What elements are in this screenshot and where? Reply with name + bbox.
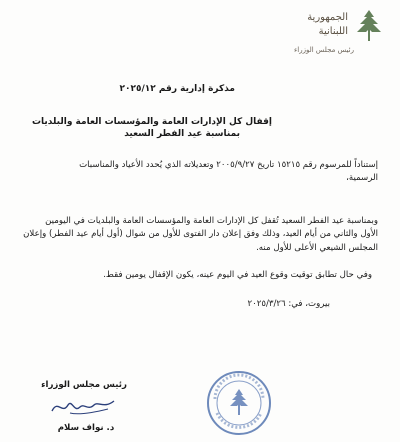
signatory-name: د. نواف سلام: [57, 423, 115, 433]
memo-title: مذكرة إدارية رقم ٢٠٢٥/١٢: [119, 84, 235, 94]
emblem-subtitle: رئيس مجلس الوزراء: [293, 46, 354, 54]
emblem-line-1: الجمهورية: [307, 12, 348, 23]
date-line: بيروت، في: ٢٠٢٥/٣/٢٦: [247, 299, 330, 309]
subject-line-1: إقفال كل الإدارات العامة والمؤسسات العامة والبلديات: [32, 117, 272, 127]
paragraph-2-line-1: وبمناسبة عيد الفطر السعيد تُقفل كل الإدارات العامة والمؤسسات العامة والبلديات في اليومين: [45, 216, 378, 226]
paragraph-1-line-1: إستناداً للمرسوم رقم ١٥٢١٥ تاريخ ٢٠٠٥/٩/٢٧ وتعديلاته الذي يُحدد الأعياد والمناسبات: [79, 160, 378, 170]
handwritten-signature: [48, 393, 118, 419]
paragraph-2-line-3: المجلس الشيعي الأعلى للأول منه.: [256, 243, 378, 253]
paragraph-1-line-2: الرسمية،: [346, 173, 378, 183]
subject-line-2: بمناسبة عيد الفطر السعيد: [124, 129, 240, 139]
emblem-line-2: اللبنانية: [318, 26, 348, 37]
letterhead-emblem: [290, 6, 390, 68]
paragraph-2-line-2: الأول والثاني من أيام العيد، وذلك وفق إعلان دار الفتوى للأول من شوال (أول أيام عيد الفطر) وإعلان: [23, 229, 378, 239]
cedar-icon: [352, 8, 386, 44]
official-stamp-icon: [205, 369, 273, 437]
signatory-title: رئيس مجلس الوزراء: [41, 380, 127, 390]
paragraph-3-line-1: وفي حال تطابق توقيت وقوع العيد في اليوم عينه، يكون الإقفال يومين فقط.: [103, 270, 372, 280]
